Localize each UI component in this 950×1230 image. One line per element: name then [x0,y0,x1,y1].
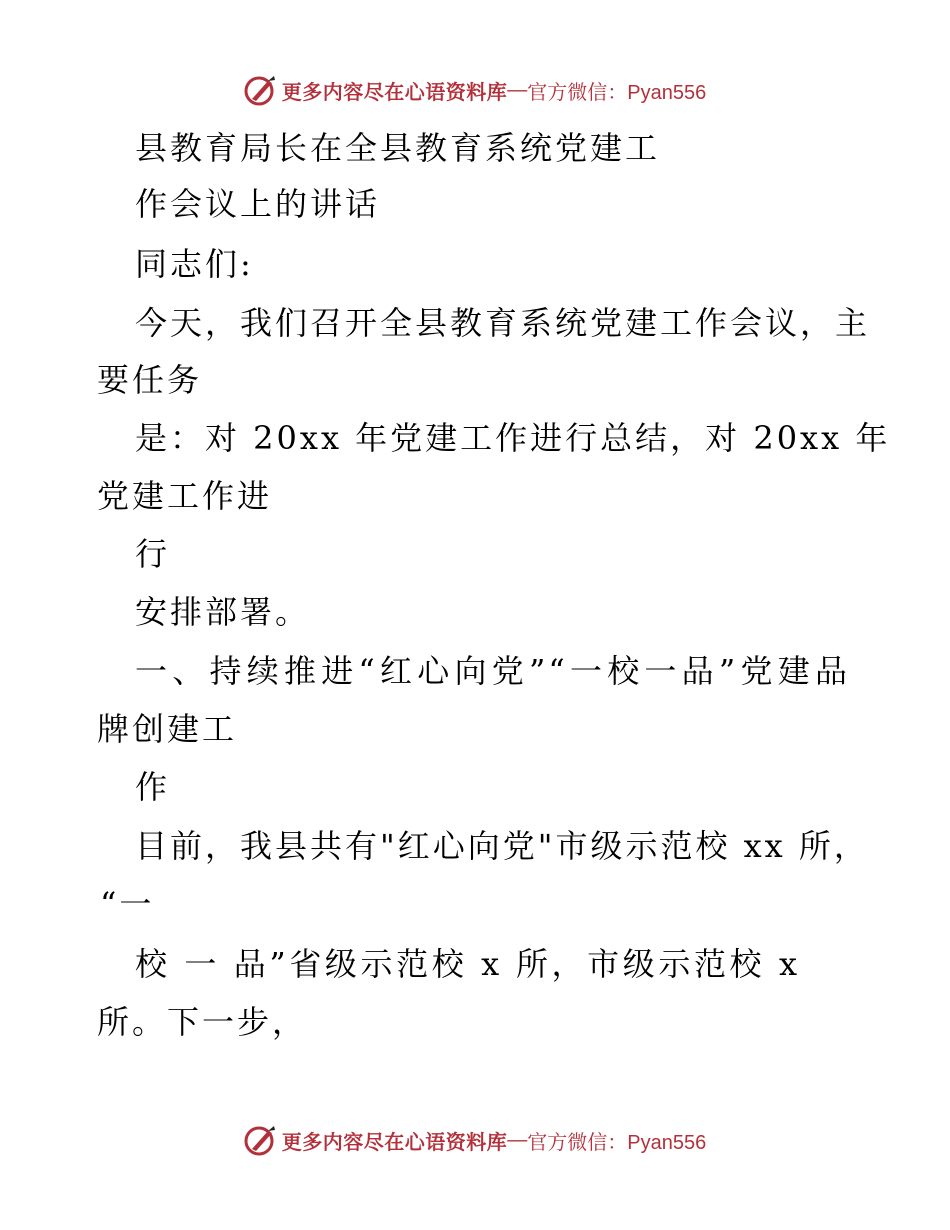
paragraph-line: 要任务 [97,361,203,399]
watermark-wechat: 官方微信：Pyan556 [527,1131,707,1154]
paragraph-line: 党建工作进 [97,477,273,515]
title-line-1: 县教育局长在全县教育系统党建工 [135,129,661,167]
pen-logo-icon [244,1123,278,1157]
pen-logo-icon [244,73,278,107]
salutation: 同志们: [135,245,254,283]
watermark-wechat: 官方微信：Pyan556 [527,81,707,104]
section-heading-cont: 作 [135,768,171,806]
section-heading: 一、持续推进“红心向党”“一校一品”党建品 [135,652,850,690]
title-line-2: 作会议上的讲话 [135,185,381,223]
paragraph-line: 校 一 品”省级示范校 x 所，市级示范校 x [135,945,800,983]
section-heading-cont: 牌创建工 [97,710,238,748]
watermark-text: 更多内容尽在心语资料库 [281,79,508,104]
paragraph-line: 今天，我们召开全县教育系统党建工作会议，主 [135,304,871,342]
paragraph-line: 安排部署。 [135,593,311,631]
watermark-text: 更多内容尽在心语资料库 [281,1129,508,1154]
header-watermark [0,70,950,110]
watermark-dash: — [507,1128,528,1151]
watermark-dash: — [507,78,528,101]
paragraph-line: “一 [100,885,155,923]
footer-watermark [0,1120,950,1160]
paragraph-line: 所。下一步， [97,1003,308,1041]
paragraph-line: 行 [135,535,171,573]
paragraph-line: 目前，我县共有"红心向党"市级示范校 xx 所， [135,827,869,865]
paragraph-line: 是：对 20xx 年党建工作进行总结，对 20xx 年 [135,419,891,457]
